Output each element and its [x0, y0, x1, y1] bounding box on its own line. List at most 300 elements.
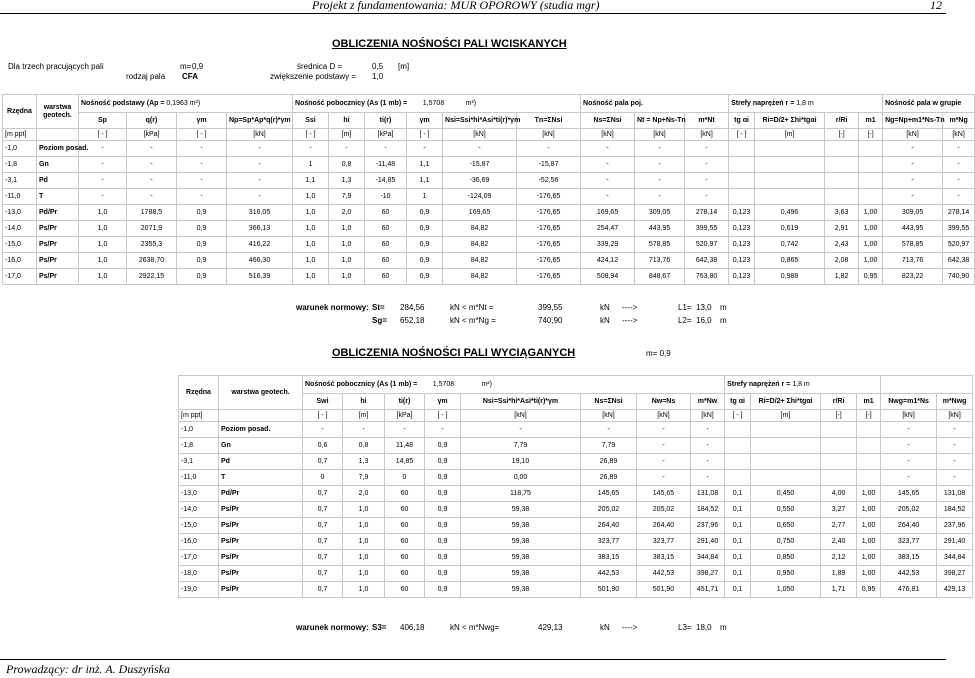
footer-author: Prowadzący: dr inż. A. Duszyńska [6, 662, 170, 676]
table-cell: 323,77 [637, 534, 691, 550]
table-cell: -14,85 [365, 173, 407, 189]
layer-cell: Pd [37, 173, 79, 189]
table-cell: 442,53 [637, 566, 691, 582]
table-cell: - [227, 189, 293, 205]
table-cell: 0,1 [725, 502, 751, 518]
table-cell: 1,050 [751, 582, 821, 598]
column-header: γm [425, 394, 461, 410]
table-cell [725, 422, 751, 438]
unit-cell: [kPa] [385, 410, 425, 422]
column-header: hi [343, 394, 385, 410]
unit-cell: [kN] [443, 129, 517, 141]
table-cell: 642,38 [943, 253, 975, 269]
table-cell: 2638,70 [127, 253, 177, 269]
table-cell: 1,0 [329, 269, 365, 285]
table-cell [751, 454, 821, 470]
table-cell: 416,22 [227, 237, 293, 253]
table-row [3, 157, 975, 173]
table-cell: 763,80 [685, 269, 729, 285]
table-cell: 1,00 [857, 566, 881, 582]
table-cell: 0,1 [725, 534, 751, 550]
table-cell: 1,0 [343, 518, 385, 534]
table-cell: 740,90 [943, 269, 975, 285]
table-cell: - [881, 454, 937, 470]
table-cell: - [517, 141, 581, 157]
table-cell: -52,56 [517, 173, 581, 189]
table-cell: 0,9 [177, 205, 227, 221]
table-cell: - [883, 173, 943, 189]
layer-cell: Gn [219, 438, 303, 454]
table-cell: 0,865 [755, 253, 825, 269]
table-cell [859, 141, 883, 157]
unit-cell: [kN] [691, 410, 725, 422]
table-cell: 0,9 [425, 502, 461, 518]
unit-cell: [ - ] [303, 410, 343, 422]
column-header: Ri=D/2+ Σhi*tgαi [751, 394, 821, 410]
column-header: hi [329, 113, 365, 129]
table-cell: 2355,3 [127, 237, 177, 253]
unit-cell [219, 410, 303, 422]
table-cell [725, 470, 751, 486]
table-cell: 2922,15 [127, 269, 177, 285]
table-cell: 0,1 [725, 518, 751, 534]
table-cell: 399,55 [685, 221, 729, 237]
layer-cell: Ps/Pr [219, 502, 303, 518]
table-cell: 1,0 [79, 237, 127, 253]
elevation-cell: -14,0 [3, 221, 37, 237]
unit-cell: [kN] [635, 129, 685, 141]
table-cell: 184,52 [937, 502, 973, 518]
unit-cell: [m] [755, 129, 825, 141]
table-row [3, 141, 975, 157]
table-cell: 0,9 [407, 253, 443, 269]
table-cell: 0,123 [729, 221, 755, 237]
table-cell: 1,00 [859, 221, 883, 237]
table-cell: 0,950 [751, 566, 821, 582]
table-cell: - [685, 141, 729, 157]
table-cell: 1,0 [329, 237, 365, 253]
table-cell: - [635, 141, 685, 157]
table-cell [857, 470, 881, 486]
table-cell: 278,14 [685, 205, 729, 221]
column-header: Ssi [293, 113, 329, 129]
unit-cell: [kN] [943, 129, 975, 141]
single-pile-header: Nośność pala poj. [581, 95, 729, 113]
table-cell: 11,48 [385, 438, 425, 454]
table-cell: 4,00 [821, 486, 857, 502]
table-cell: 60 [365, 205, 407, 221]
table-cell: - [177, 157, 227, 173]
column-header: m1 [859, 113, 883, 129]
table-cell: 501,90 [581, 582, 637, 598]
table-cell: -11,48 [365, 157, 407, 173]
table-cell [751, 470, 821, 486]
table-cell: 3,63 [825, 205, 859, 221]
table-cell: 309,05 [883, 205, 943, 221]
table-cell: 501,90 [637, 582, 691, 598]
layer-cell: Ps/Pr [37, 269, 79, 285]
elevation-cell: -1,8 [179, 438, 219, 454]
column-header: Nsi=Ssi*hi*Asi*ti(r)*γm [461, 394, 581, 410]
table-cell: - [127, 173, 177, 189]
unit-cell: [kN] [881, 410, 937, 422]
table-cell: 84,82 [443, 221, 517, 237]
table-cell: - [635, 189, 685, 205]
section1-condition: warunek normowy: St= 284,56 kN < m*Nt = 399,55 kN ----> L1= 13,0 m Sg= 652,18 kN < m*Ng = 740,90 kN ----> L2= 16,0 m [296, 303, 727, 325]
table-cell: 0,7 [303, 566, 343, 582]
table-cell: 0,123 [729, 269, 755, 285]
table-cell: 26,89 [581, 470, 637, 486]
table-cell: -10 [365, 189, 407, 205]
elevation-cell: -19,0 [179, 582, 219, 598]
table-cell: 1,0 [293, 189, 329, 205]
table-cell: 26,89 [581, 454, 637, 470]
unit-cell: [kPa] [365, 129, 407, 141]
layer-cell: Pd/Pr [219, 486, 303, 502]
unit-cell: [kN] [685, 129, 729, 141]
table-cell [857, 454, 881, 470]
table-cell: 60 [385, 502, 425, 518]
table-cell: 0,8 [329, 157, 365, 173]
table-cell: - [227, 157, 293, 173]
table-cell: 344,84 [937, 550, 973, 566]
elevation-cell: -14,0 [179, 502, 219, 518]
table-cell: 0,9 [425, 438, 461, 454]
table-cell: - [581, 157, 635, 173]
table-cell: 466,30 [227, 253, 293, 269]
table-cell: 713,76 [883, 253, 943, 269]
elevation-cell: -13,0 [179, 486, 219, 502]
table-cell: 0,550 [751, 502, 821, 518]
unit-cell: [kN] [581, 410, 637, 422]
elevation-cell: -1,0 [3, 141, 37, 157]
table-cell: - [691, 438, 725, 454]
table-cell: 0,1 [725, 566, 751, 582]
layer-cell: Ps/Pr [219, 550, 303, 566]
table-cell: 2,91 [825, 221, 859, 237]
table-cell: 516,39 [227, 269, 293, 285]
table-cell: - [937, 438, 973, 454]
table-cell: 131,08 [937, 486, 973, 502]
unit-cell: [kN] [581, 129, 635, 141]
table-cell: 1,00 [857, 502, 881, 518]
section2-m: m= 0,9 [646, 349, 671, 358]
table-cell: 0,95 [859, 269, 883, 285]
layer-cell: Ps/Pr [219, 518, 303, 534]
table-cell: 7,9 [343, 470, 385, 486]
table-cell: 59,38 [461, 550, 581, 566]
table-cell [751, 422, 821, 438]
table-cell: 0,7 [303, 454, 343, 470]
table-cell: 383,15 [637, 550, 691, 566]
table-cell: 237,96 [937, 518, 973, 534]
table-cell: 1,0 [293, 269, 329, 285]
table-cell: - [937, 470, 973, 486]
table-cell: 0,9 [425, 486, 461, 502]
table-cell: 1,71 [821, 582, 857, 598]
project-title: Projekt z fundamentowania: MUR OPOROWY (studia mgr) [312, 0, 600, 12]
column-header: Sp [79, 113, 127, 129]
unit-cell: [ - ] [725, 410, 751, 422]
table-row [3, 237, 975, 253]
table-cell [821, 422, 857, 438]
table-cell: 1,0 [343, 534, 385, 550]
unit-cell [37, 129, 79, 141]
table-cell: - [943, 141, 975, 157]
layer-cell: Ps/Pr [219, 534, 303, 550]
table-cell: 0,95 [857, 582, 881, 598]
table-cell [755, 141, 825, 157]
table-cell: 84,82 [443, 269, 517, 285]
table-cell: 0,7 [303, 534, 343, 550]
table-cell: 0,450 [751, 486, 821, 502]
table-cell: -124,09 [443, 189, 517, 205]
table-cell: 0,496 [755, 205, 825, 221]
table-cell: - [691, 454, 725, 470]
table-cell [857, 438, 881, 454]
table-cell: 429,13 [937, 582, 973, 598]
table-row [179, 582, 973, 598]
layer-cell: Ps/Pr [37, 253, 79, 269]
table-cell: 1,0 [329, 253, 365, 269]
table-cell: 1,0 [343, 566, 385, 582]
unit-cell: [ - ] [407, 129, 443, 141]
table-cell [729, 141, 755, 157]
page-number: 12 [930, 0, 942, 12]
table-cell: 2,40 [821, 534, 857, 550]
table-cell: 1,00 [857, 518, 881, 534]
group-pile-header: Nośność pala w grupie [883, 95, 975, 113]
table-cell: 1 [293, 157, 329, 173]
table-cell: - [425, 422, 461, 438]
header-rule [0, 13, 946, 14]
table-cell: 1,0 [79, 205, 127, 221]
table-cell: 2,0 [343, 486, 385, 502]
table-cell: - [177, 141, 227, 157]
unit-cell: [ - ] [177, 129, 227, 141]
table-cell: 0,1 [725, 582, 751, 598]
table-cell: - [303, 422, 343, 438]
table-cell: 0,9 [425, 566, 461, 582]
table-cell: - [581, 422, 637, 438]
table-cell: 118,75 [461, 486, 581, 502]
table-cell: -176,65 [517, 253, 581, 269]
table-cell: - [685, 173, 729, 189]
table-cell [821, 438, 857, 454]
table-cell: 823,22 [883, 269, 943, 285]
table-cell: - [685, 157, 729, 173]
table-cell: 237,96 [691, 518, 725, 534]
table-cell: 383,15 [881, 550, 937, 566]
table-cell: 316,05 [227, 205, 293, 221]
table-cell: 0,9 [177, 269, 227, 285]
table-cell [825, 157, 859, 173]
unit-cell: [-] [825, 129, 859, 141]
section2-title: OBLICZENIA NOŚNOŚCI PALI WYCIĄGANYCH [332, 347, 576, 359]
table-cell: 1 [407, 189, 443, 205]
table-cell: 476,81 [881, 582, 937, 598]
table-cell: 1,00 [857, 486, 881, 502]
table-cell: 0,7 [303, 486, 343, 502]
table-cell: 60 [385, 566, 425, 582]
table-cell [821, 454, 857, 470]
elevation-cell: -17,0 [3, 269, 37, 285]
table-cell: - [943, 157, 975, 173]
layer-cell: Poziom posad. [219, 422, 303, 438]
table-cell: -176,65 [517, 189, 581, 205]
table-row [179, 454, 973, 470]
table-cell: - [937, 422, 973, 438]
table-cell: 1,00 [859, 205, 883, 221]
table-cell: 0,7 [303, 518, 343, 534]
table-cell [729, 173, 755, 189]
unit-cell: [-] [821, 410, 857, 422]
table-cell: 19,10 [461, 454, 581, 470]
table-cell: 0,9 [177, 253, 227, 269]
unit-cell: [m] [751, 410, 821, 422]
table-cell: 131,08 [691, 486, 725, 502]
table-row [3, 269, 975, 285]
column-header: Swi [303, 394, 343, 410]
table-cell: - [883, 141, 943, 157]
elevation-cell: -13,0 [3, 205, 37, 221]
layer-cell: Gn [37, 157, 79, 173]
table-cell: 0,9 [177, 237, 227, 253]
table-cell [755, 157, 825, 173]
table-cell: - [385, 422, 425, 438]
section1-title: OBLICZENIA NOŚNOŚCI PALI WCISKANYCH [332, 38, 567, 50]
pile-type: CFA [182, 72, 198, 81]
column-header: Tn=ΣNsi [517, 113, 581, 129]
table-cell: - [79, 141, 127, 157]
column-header: m*Ng [943, 113, 975, 129]
column-header: tg αi [729, 113, 755, 129]
table-cell: 0,9 [407, 205, 443, 221]
table-cell: 0,1 [725, 550, 751, 566]
table-cell: 520,97 [685, 237, 729, 253]
layer-cell: Ps/Pr [37, 221, 79, 237]
table-cell: 520,97 [943, 237, 975, 253]
table-cell: 339,29 [581, 237, 635, 253]
column-header: m1 [857, 394, 881, 410]
unit-cell: [m ppt] [3, 129, 37, 141]
table-cell: 508,94 [581, 269, 635, 285]
table-cell: -176,65 [517, 269, 581, 285]
table-cell: - [127, 141, 177, 157]
table-cell: 264,40 [637, 518, 691, 534]
table-cell: 1,0 [343, 502, 385, 518]
table-cell: 442,53 [581, 566, 637, 582]
table-cell: 60 [385, 534, 425, 550]
table-cell: 60 [365, 269, 407, 285]
table-cell: 60 [365, 253, 407, 269]
table-cell: 0 [385, 470, 425, 486]
table-cell: 169,65 [581, 205, 635, 221]
rzedna-header-2: Rzędna [179, 376, 219, 410]
table-cell: - [127, 189, 177, 205]
column-header: Np=Sp*Ap*q(r)*γm [227, 113, 293, 129]
table-cell: - [881, 438, 937, 454]
table-cell: 398,27 [937, 566, 973, 582]
footer-rule [0, 659, 946, 660]
rzedna-header: Rzędna [3, 95, 37, 129]
table-cell: -15,87 [443, 157, 517, 173]
table-row [3, 253, 975, 269]
column-header: Ng=Np+m1*Ns-Tn [883, 113, 943, 129]
table-cell: 0,9 [425, 470, 461, 486]
table-cell: 59,38 [461, 502, 581, 518]
layer-cell: T [219, 470, 303, 486]
table-cell: 0,1 [725, 486, 751, 502]
table-cell [821, 470, 857, 486]
layer-cell: Ps/Pr [219, 582, 303, 598]
table-row [179, 518, 973, 534]
table-row [179, 534, 973, 550]
table-cell: - [883, 189, 943, 205]
table-cell: - [637, 438, 691, 454]
table-cell [725, 438, 751, 454]
table-cell: - [581, 141, 635, 157]
table-cell: 0,7 [303, 502, 343, 518]
stress-zone-header-2: Strefy naprężeń r = 1,8 m [725, 376, 881, 394]
layer-cell: Pd [219, 454, 303, 470]
table-cell: 344,84 [691, 550, 725, 566]
table-cell: 1,0 [329, 221, 365, 237]
table-cell: 1,1 [293, 173, 329, 189]
table-cell: 1,0 [293, 221, 329, 237]
table-cell: 0,123 [729, 205, 755, 221]
table-cell: 1,3 [343, 454, 385, 470]
layer-cell: Ps/Pr [37, 237, 79, 253]
elevation-cell: -1,8 [3, 157, 37, 173]
table-cell: 0,9 [177, 221, 227, 237]
table-cell: - [79, 157, 127, 173]
table-cell [725, 454, 751, 470]
table-cell [859, 173, 883, 189]
unit-cell: [kN] [637, 410, 691, 422]
column-header: ti(r) [385, 394, 425, 410]
table-cell: 2,0 [329, 205, 365, 221]
table-cell: 14,85 [385, 454, 425, 470]
page-header [0, 0, 946, 12]
table-cell: - [637, 470, 691, 486]
elevation-cell: -17,0 [179, 550, 219, 566]
column-header: m*Nt [685, 113, 729, 129]
table-cell: 59,38 [461, 518, 581, 534]
table-cell: 0,850 [751, 550, 821, 566]
table-cell: 264,40 [581, 518, 637, 534]
table-cell: 84,82 [443, 237, 517, 253]
table-cell [755, 173, 825, 189]
table-cell: - [127, 157, 177, 173]
table-cell: 0,6 [303, 438, 343, 454]
base-capacity-header: Nośność podstawy (Ap = 0,1963 m²) [79, 95, 293, 113]
table-cell: 1,00 [857, 534, 881, 550]
table-cell: 0,650 [751, 518, 821, 534]
table-cell: 278,14 [943, 205, 975, 221]
unit-cell: [ - ] [293, 129, 329, 141]
table-cell: 398,27 [691, 566, 725, 582]
table-cell: 642,38 [685, 253, 729, 269]
table-cell: - [685, 189, 729, 205]
table-cell: 578,85 [635, 237, 685, 253]
table-cell: - [343, 422, 385, 438]
table-cell [755, 189, 825, 205]
table-row [179, 438, 973, 454]
table-cell: - [943, 189, 975, 205]
table-cell: 60 [365, 221, 407, 237]
table-cell: 145,65 [581, 486, 637, 502]
